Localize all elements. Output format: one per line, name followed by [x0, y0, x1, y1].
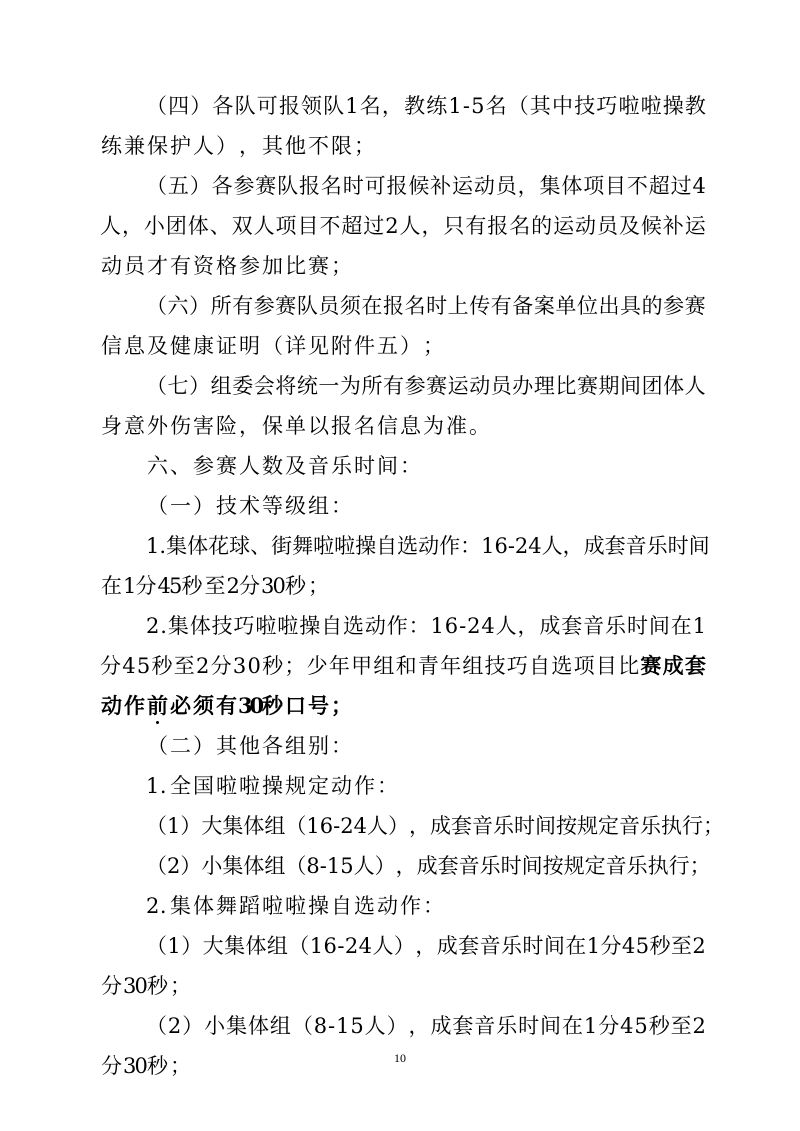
text-line: 分30秒； — [101, 1054, 191, 1078]
text-line: 人 ， 小 团 体 、 双 人 项 目 不 超 过 2 人 ， 只 有 报 名 的 运 动 员 及 候 补 运 — [100, 214, 706, 238]
text-line: （ 1 ） 大 集 体 组 （ 1 6 - 2 4 人 ） ， 成 套 音 乐 时 间 按 规 定 音 乐 执 行 ； — [146, 814, 724, 838]
text-line: （二）其他各组别： — [147, 734, 352, 758]
text-line: （ 六 ） 所 有 参 赛 队 员 须 在 报 名 时 上 传 有 备 案 单 位 出 具 的 参 赛 — [146, 294, 706, 318]
text-line: 2 . 集 体 技 巧 啦 啦 操 自 选 动 作 ： 1 6 - 2 4 人 ， 成 套 音 乐 时 间 在 1 — [146, 614, 706, 638]
text-line: （ 2 ） 小 集 体 组 （ 8 - 1 5 人 ） ， 成 套 音 乐 时 间 在 1 分 4 5 秒 至 2 — [146, 1014, 706, 1038]
text-line: 分30秒； — [101, 974, 191, 998]
text-line: （ 2 ） 小 集 体 组 （ 8 - 1 5 人 ） ， 成 套 音 乐 时 间 按 规 定 音 乐 执 行 ； — [146, 854, 711, 878]
page-number: 10 — [394, 1051, 406, 1065]
text-line: （ 四 ） 各 队 可 报 领 队 1 名 ， 教 练 1 - 5 名 （ 其 中 技 巧 啦 啦 操 教 — [146, 94, 706, 118]
text-line: 1 . 集 体 花 球 、 街 舞 啦 啦 操 自 选 动 作 ： 1 6 - 2 4 人 ， 成 套 音 乐 时 间 — [146, 534, 710, 558]
text-line: （ 五 ） 各 参 赛 队 报 名 时 可 报 候 补 运 动 员 ， 集 体 项 目 不 超 过 4 — [146, 174, 706, 198]
text-line: 身意外伤害险，保单以报名信息为准。 — [101, 414, 490, 438]
text-line: 1. 全国啦啦操规定动作： — [146, 774, 398, 798]
text-line: （一）技术等级组： — [147, 494, 352, 518]
text-line: （ 1 ） 大 集 体 组 （ 1 6 - 2 4 人 ） ， 成 套 音 乐 时 间 在 1 分 4 5 秒 至 2 — [146, 934, 706, 958]
text-line: （ 七 ） 组 委 会 将 统 一 为 所 有 参 赛 运 动 员 办 理 比 赛 期 间 团 体 人 — [146, 374, 706, 398]
text-line: 动员才有资格参加比赛； — [101, 254, 352, 278]
text-line: 六、参赛人数及音乐时间： — [147, 454, 421, 478]
text-line: 信息及健康证明（详见附件五）； — [101, 334, 444, 358]
text-line: 分 4 5 秒 至 2 分 3 0 秒 ； 少 年 甲 组 和 青 年 组 技 巧 自 选 项 目 比 赛 成 套 — [100, 653, 706, 678]
text-line: 在1分45秒至2分30秒； — [101, 574, 329, 598]
text-line: 练兼保护人），其他不限； — [101, 134, 375, 158]
text-line: 2. 集体舞蹈啦啦操自选动作： — [146, 894, 444, 918]
text-line: 动作前必须有30秒口号； — [100, 686, 353, 726]
